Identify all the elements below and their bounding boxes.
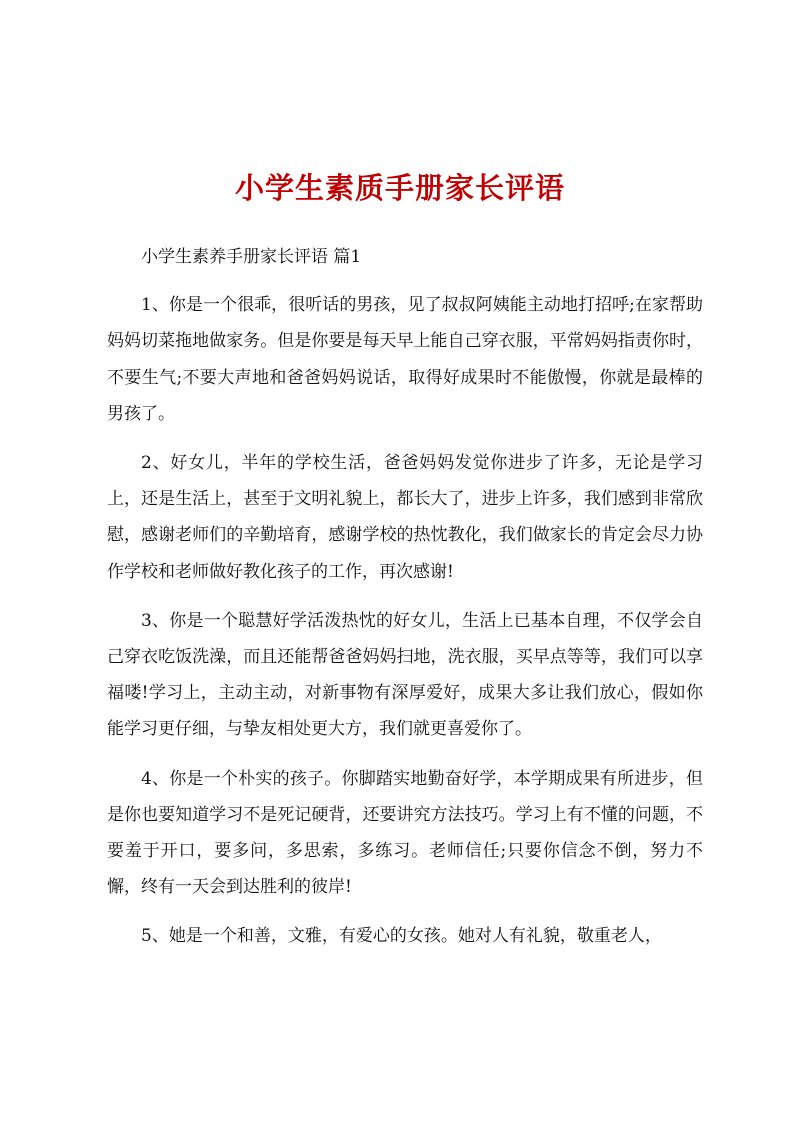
paragraph-5: 5、她是一个和善，文雅，有爱心的女孩。她对人有礼貌，敬重老人， xyxy=(141,926,662,947)
paragraph-3: 3、你是一个聪慧好学活泼热忱的好女儿，生活上已基本自理，不仅学会自己穿衣吃饭洗澡，而且还能帮爸爸妈妈扫地，洗衣服，买早点等等，我们可以享福喽!学习上，主动主动，对新事物有深厚爱好，成果大多让我们放心，假如你能学习更仔细，与挚友相处更大方，我们就更喜爱你了。 xyxy=(107,610,703,740)
section-subtitle: 小学生素养手册家长评语 篇1 xyxy=(141,247,362,267)
paragraph-1: 1、你是一个很乖，很听话的男孩，见了叔叔阿姨能主动地打招呼;在家帮助妈妈切菜拖地做家务。但是你要是每天早上能自己穿衣服，平常妈妈指责你时，不要生气;不要大声地和爸爸妈妈说话，取得好成果时不能傲慢，你就是最棒的男孩了。 xyxy=(107,295,703,424)
paragraph-2: 2、好女儿，半年的学校生活，爸爸妈妈发觉你进步了许多，无论是学习上，还是生活上，甚至于文明礼貌上，都长大了，进步上许多，我们感到非常欣慰，感谢老师们的辛勤培育，感谢学校的热忱教化，我们做家长的肯定会尽力协作学校和老师做好教化孩子的工作，再次感谢! xyxy=(107,453,703,582)
paragraph-4: 4、你是一个朴实的孩子。你脚踏实地勤奋好学，本学期成果有所进步，但是你也要知道学习不是死记硬背，还要讲究方法技巧。学习上有不懂的问题，不要羞于开口，要多问，多思索，多练习。老师信任;只要你信念不倒，努力不懈，终有一天会到达胜利的彼岸! xyxy=(107,768,703,898)
document-title: 小学生素质手册家长评语 xyxy=(234,171,565,205)
document-body xyxy=(107,239,703,968)
